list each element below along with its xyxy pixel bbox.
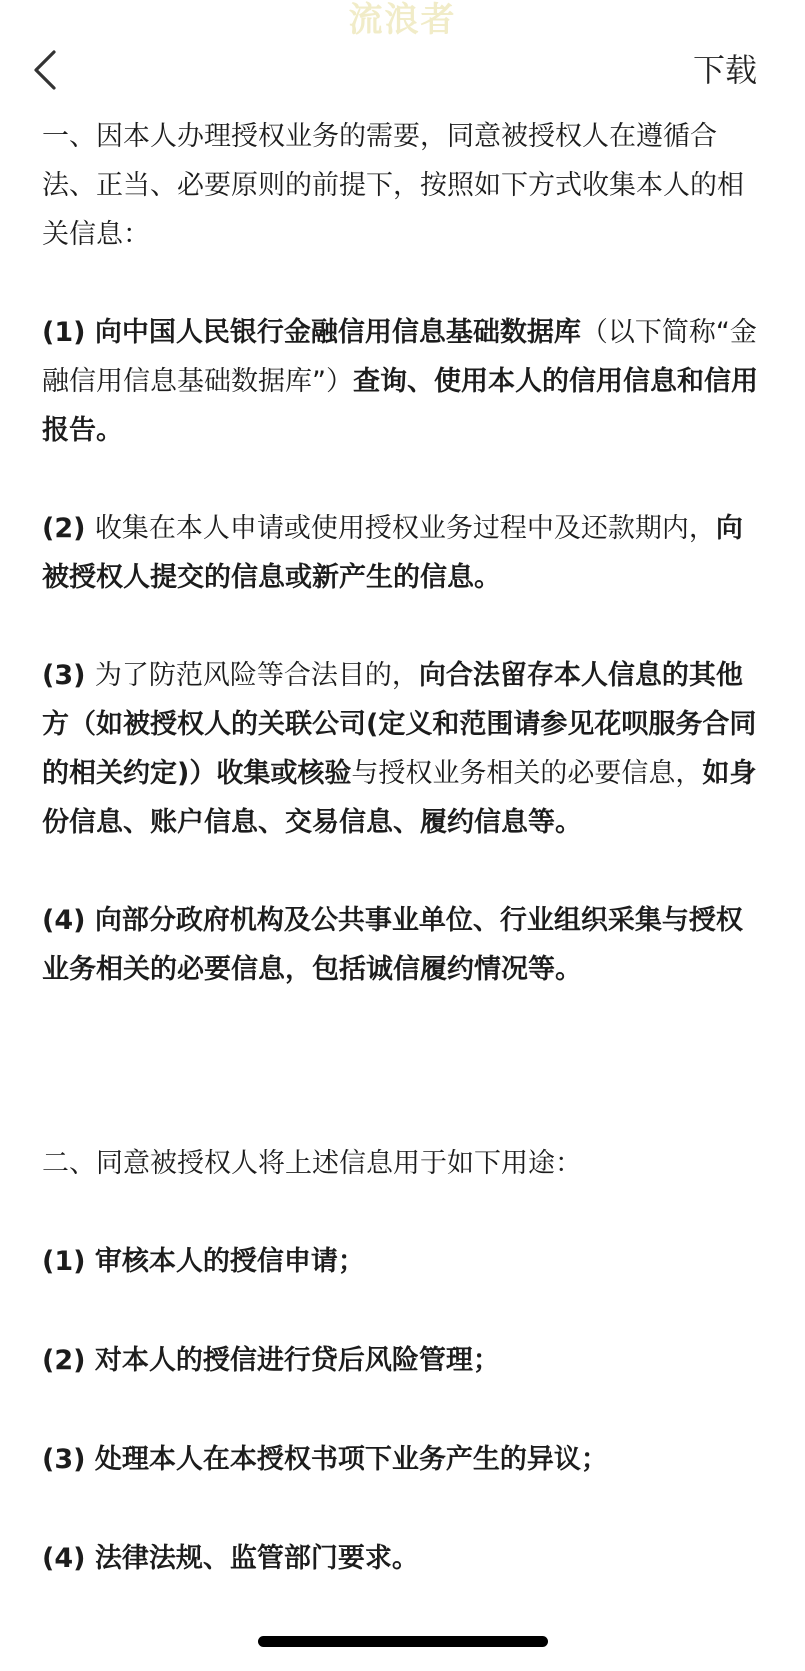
section1-item-3 (42, 651, 762, 847)
bold-text: 如身份信息、账户信息、交易信息、履约信息等。 (42, 758, 757, 838)
nav-bar (0, 40, 805, 100)
section2-item-1: (1) 审核本人的授信申请； (42, 1246, 365, 1277)
section2-item-2: (2) 对本人的授信进行贷后风险管理； (42, 1345, 500, 1376)
download-button[interactable]: 下载 (692, 51, 757, 89)
bold-text: 向合法留存本人信息的其他方（如被授权人的关联公司(定义和范围请参见花呗服务合同的相关约定)）收集或核验 (42, 660, 757, 789)
plain-text: 收集在本人申请或使用授权业务过程中及还款期内， (94, 513, 716, 544)
item-number: (2) (42, 513, 95, 544)
section2-intro: 二、同意被授权人将上述信息用于如下用途： (42, 1148, 582, 1179)
section1-item-2 (42, 504, 762, 602)
document-body (42, 112, 762, 1583)
item-number: (1) (42, 317, 95, 348)
chevron-left-icon (30, 48, 66, 92)
plain-text: （以下简称“金融信用信息基础数据库”） (42, 317, 757, 397)
item-number: (3) (42, 660, 95, 691)
bold-text: 向中国人民银行金融信用信息基础数据库 (94, 317, 581, 348)
section2-item-4: (4) 法律法规、监管部门要求。 (42, 1543, 419, 1574)
section2-item-3: (3) 处理本人在本授权书项下业务产生的异议； (42, 1444, 608, 1475)
plain-text: 与授权业务相关的必要信息， (351, 758, 703, 789)
bold-text: 向被授权人提交的信息或新产生的信息。 (42, 513, 743, 593)
plain-text: 为了防范风险等合法目的， (94, 660, 419, 691)
home-indicator[interactable] (258, 1636, 548, 1647)
bold-text: 查询、使用本人的信用信息和信用报告。 (42, 366, 758, 446)
section1-item-4: (4) 向部分政府机构及公共事业单位、行业组织采集与授权业务相关的必要信息，包括诚信履约情况等。 (42, 905, 743, 985)
watermark: 流浪者 (348, 0, 457, 40)
section1-item-1 (42, 308, 762, 455)
section1-intro: 一、因本人办理授权业务的需要，同意被授权人在遵循合法、正当、必要原则的前提下，按照如下方式收集本人的相关信息： (42, 121, 744, 250)
back-button[interactable] (30, 48, 66, 92)
